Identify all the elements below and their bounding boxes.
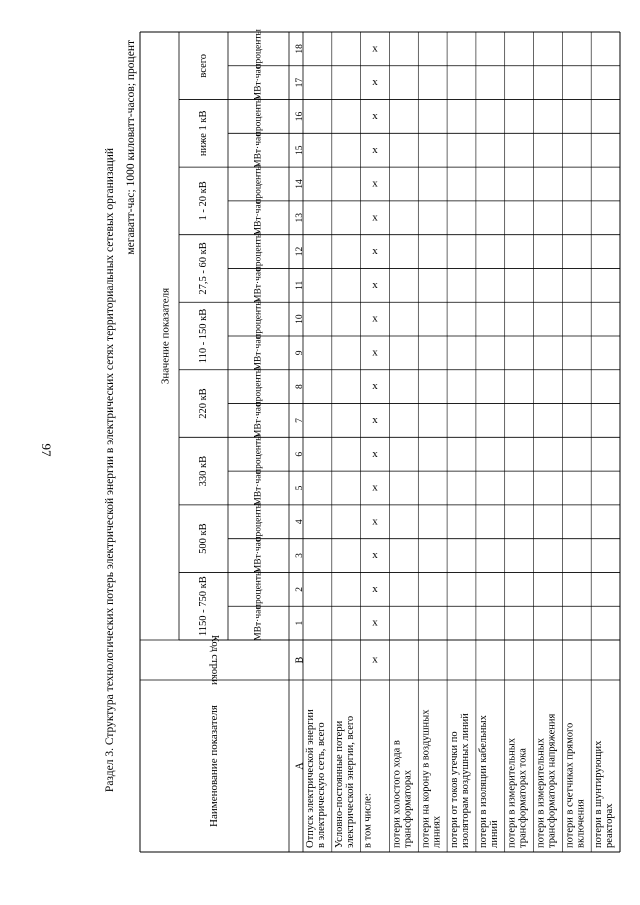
cross-mark: х (372, 582, 378, 595)
row-name: Отпуск электрической энергиив электрическую сеть, всего (305, 709, 327, 848)
cross-mark: х (372, 143, 378, 156)
cross-mark: х (372, 312, 378, 325)
column-number: 7 (295, 418, 306, 423)
subcolumn-mwh: МВт·час (253, 200, 264, 236)
row-code-mark: х (372, 653, 378, 666)
subcolumn-percent: проценты (253, 164, 264, 204)
row-name: потери холостого хода втрансформаторах (391, 740, 414, 848)
subcolumn-mwh: МВт·час (253, 65, 264, 101)
subcolumn-mwh: МВт·час (253, 267, 264, 303)
subcolumn-percent: проценты (253, 366, 264, 407)
units-note: мегаватт-час; 1000 киловатт-часов; процент (125, 40, 137, 255)
column-letter: В (294, 656, 306, 664)
section-title: Раздел 3. Структура технологических потерь электрической энергии в электрических сетях территориальных сетевых организаций (104, 147, 116, 793)
cross-mark: х (372, 447, 378, 460)
column-number: 6 (295, 451, 306, 457)
subcolumn-mwh: МВт·час (253, 335, 264, 371)
cross-mark: х (372, 109, 378, 122)
voltage-group-label: 110 - 150 кВ (197, 308, 209, 364)
subcolumn-mwh: МВт·час (253, 470, 264, 506)
row-name: потери в счетчиках прямоговключения (564, 722, 587, 848)
row-name: потери в измерительныхтрансформаторах напряжения (535, 713, 558, 848)
cross-mark: х (372, 42, 378, 55)
voltage-group-label: 330 кВ (197, 455, 209, 487)
row-name: потери в измерительныхтрансформаторах тока (506, 737, 529, 848)
cross-mark: х (372, 177, 378, 190)
subcolumn-percent: проценты (253, 96, 264, 137)
row-name: потери в изоляции кабельныхлиний (477, 715, 500, 848)
cross-mark: х (372, 616, 378, 629)
column-number: 13 (295, 213, 306, 223)
column-number: 16 (295, 111, 306, 122)
voltage-group-label: 500 кВ (197, 523, 209, 554)
column-number: 17 (295, 77, 306, 88)
header-indicator-name: Наименование показателя (208, 705, 221, 827)
cross-mark: х (372, 413, 378, 426)
column-number: 9 (295, 350, 306, 356)
subcolumn-percent: проценты (253, 29, 264, 69)
cross-mark: х (372, 481, 378, 494)
column-number: 3 (295, 553, 306, 558)
header-values-title: Значение показателя (159, 287, 172, 385)
row-name: в том числе: (362, 793, 374, 848)
cross-mark: х (372, 211, 378, 224)
subcolumn-percent: проценты (253, 231, 264, 272)
voltage-group-label: 27,5 - 60 кВ (197, 242, 209, 295)
row-name: потери на корону в воздушныхлиниях (420, 709, 443, 848)
column-number: 15 (295, 145, 306, 155)
voltage-group-label: ниже 1 кВ (197, 110, 209, 157)
voltage-group-label: 220 кВ (197, 388, 209, 419)
cross-mark: х (372, 515, 378, 528)
column-number: 1 (295, 620, 306, 626)
cross-mark: х (372, 346, 378, 359)
column-number: 11 (295, 280, 306, 290)
row-name: потери от токов утечки поизоляторам воздушных линий (449, 713, 472, 848)
cross-mark: х (372, 76, 378, 89)
column-number: 2 (295, 586, 306, 592)
subcolumn-percent: проценты (253, 502, 264, 542)
cross-mark: х (372, 278, 378, 291)
voltage-group-label: всего (197, 53, 209, 78)
subcolumn-mwh: МВт·час (253, 605, 264, 641)
row-name: Условно-постоянные потериэлектрической энергии, всего (333, 715, 356, 848)
column-number: 12 (295, 246, 306, 257)
cross-mark: х (372, 549, 378, 562)
subcolumn-percent: проценты (253, 434, 264, 474)
column-number: 14 (295, 179, 306, 189)
column-number: 8 (295, 384, 306, 390)
column-number: 18 (295, 44, 306, 54)
subcolumn-mwh: МВт·час (253, 132, 264, 168)
subcolumn-percent: проценты (253, 569, 264, 610)
header-row-code: Код строки (209, 635, 221, 685)
cross-mark: х (372, 380, 378, 393)
subcolumn-percent: проценты (253, 299, 264, 339)
row-name: потери в шунтирующихреакторах (593, 740, 616, 848)
voltage-group-label: 1 - 20 кВ (197, 181, 209, 221)
voltage-group-label: 1150 - 750 кВ (197, 576, 209, 637)
column-number: 5 (295, 485, 306, 491)
column-number: 4 (295, 519, 306, 525)
page-number: 97 (39, 443, 54, 457)
column-number: 10 (295, 314, 306, 324)
subcolumn-mwh: МВт·час (253, 537, 264, 574)
subcolumn-mwh: МВт·час (253, 402, 264, 439)
cross-mark: х (372, 245, 378, 258)
column-letter: А (294, 762, 306, 770)
